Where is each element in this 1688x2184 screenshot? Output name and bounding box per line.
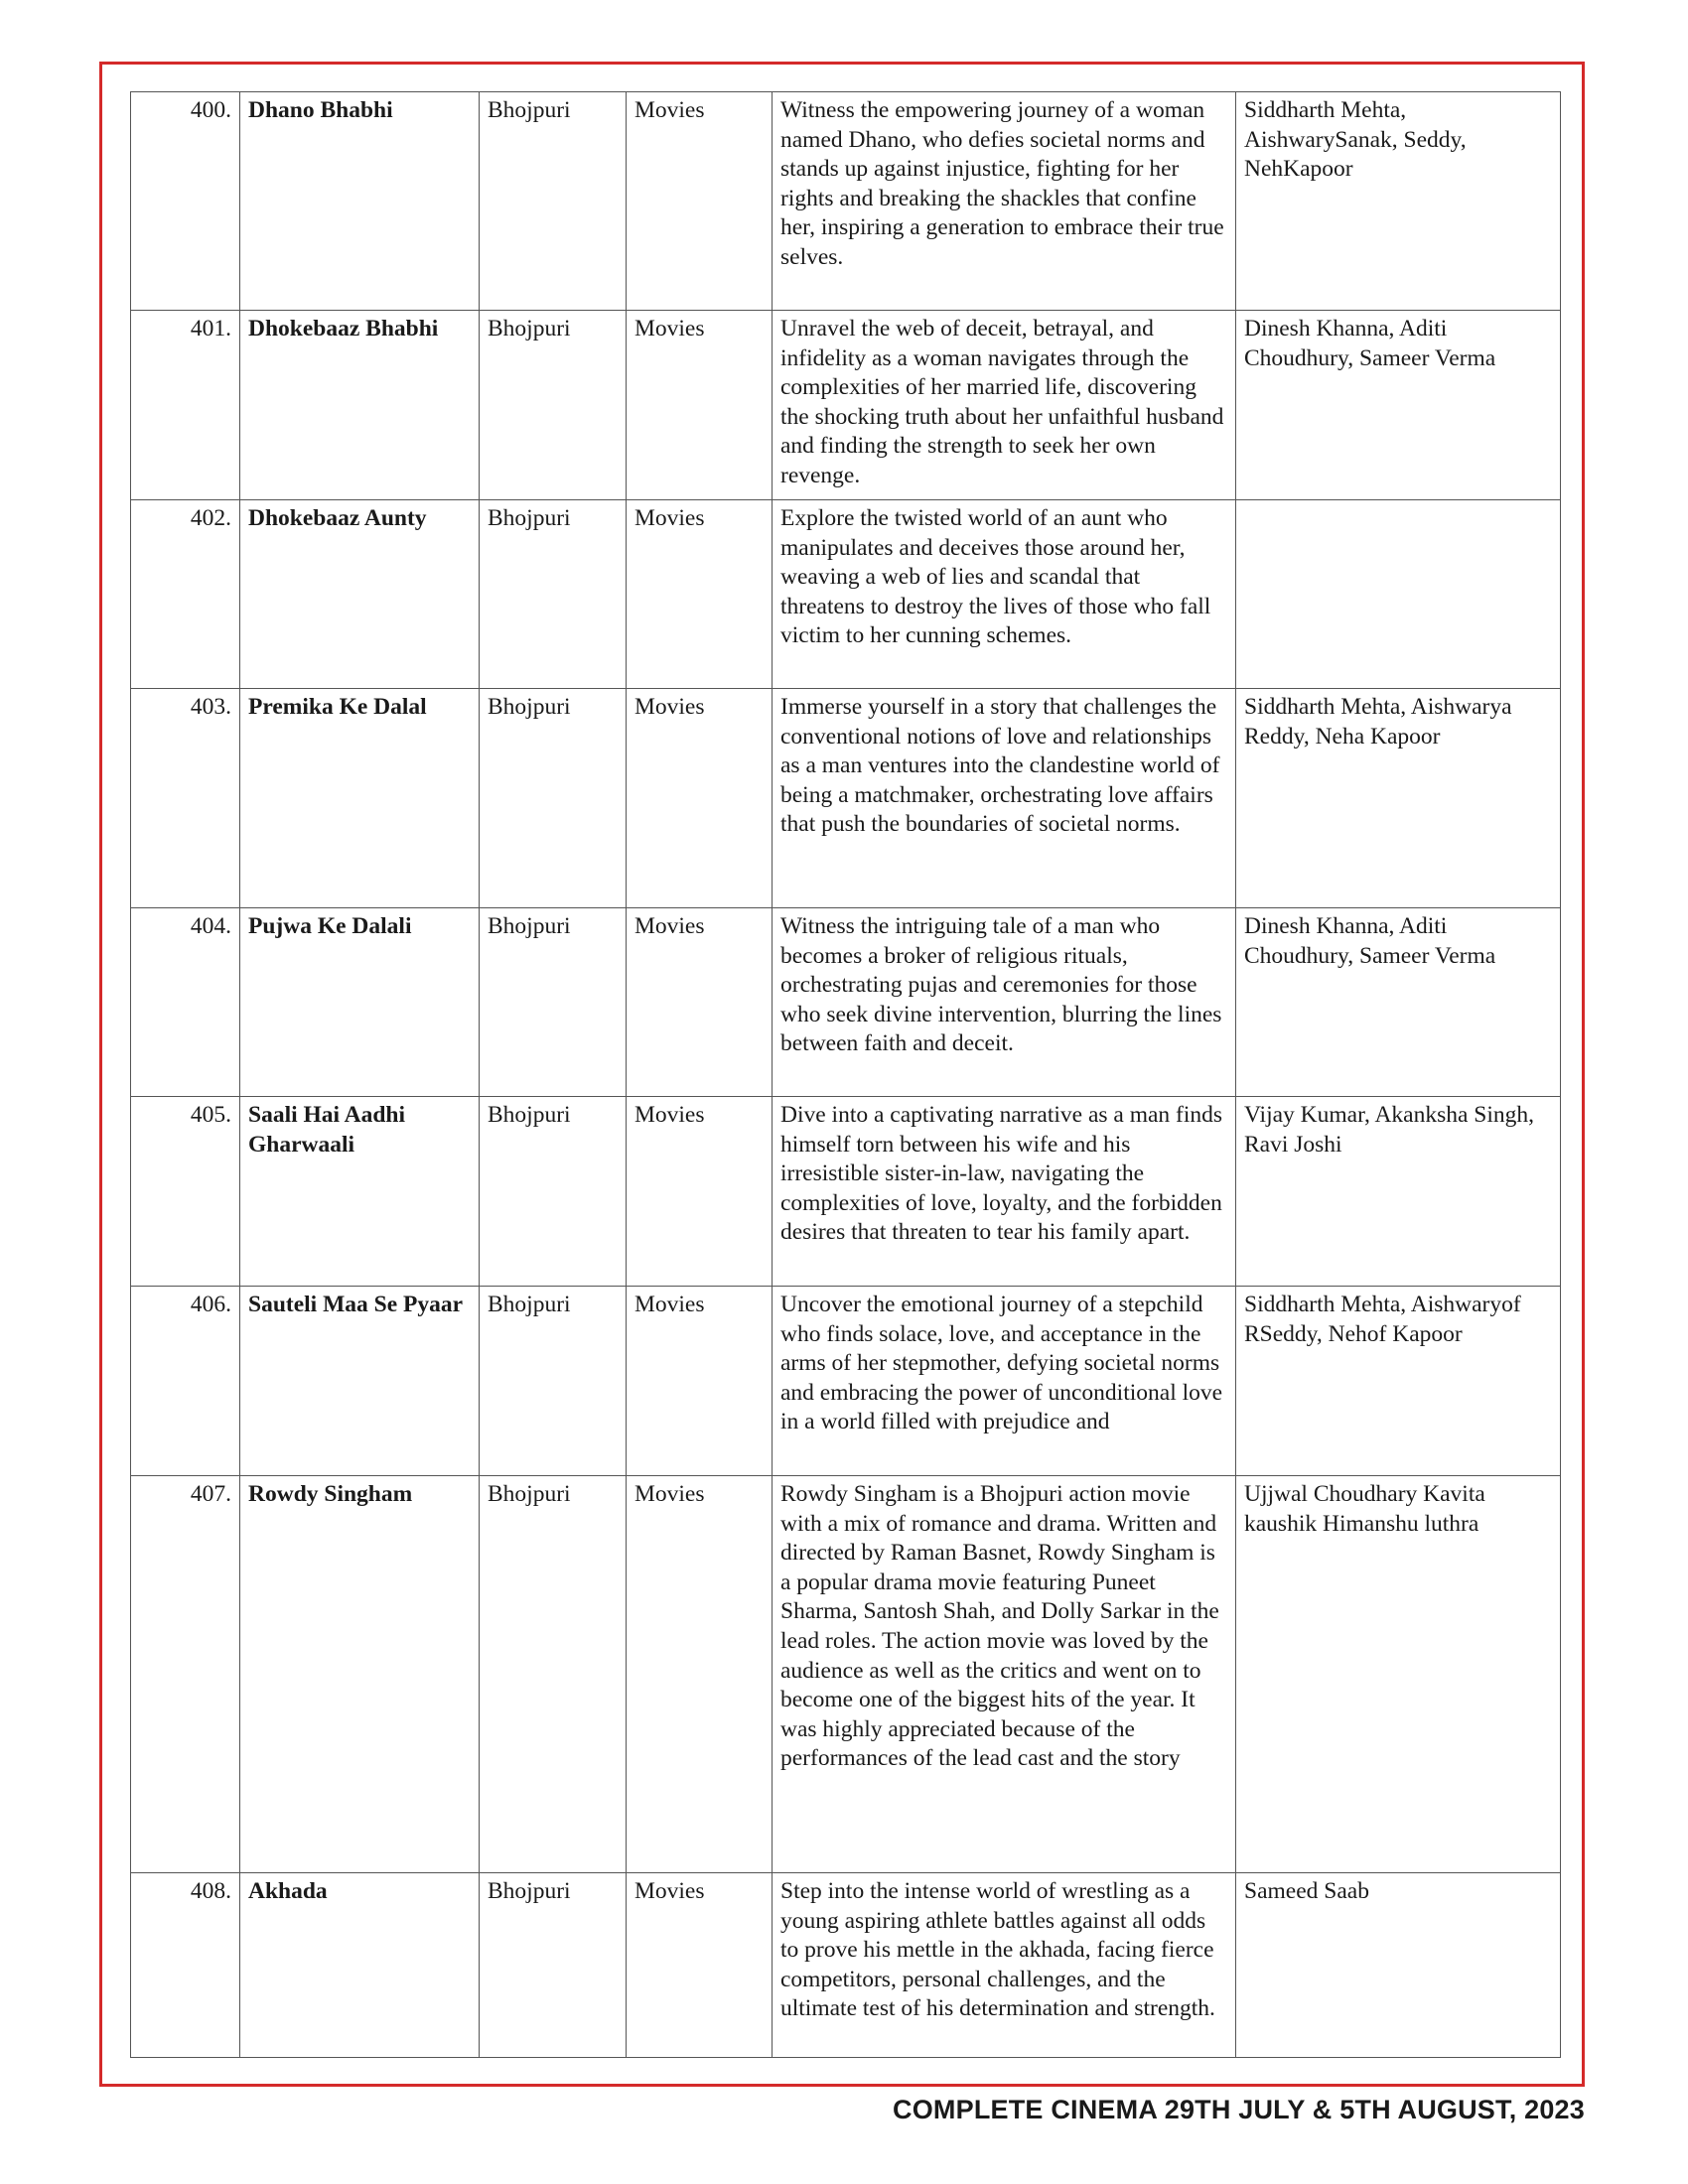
movie-category: Movies (627, 311, 773, 500)
movie-cast: Dinesh Khanna, Aditi Choudhury, Sameer Verma (1236, 908, 1561, 1097)
movie-listing-table (130, 91, 1561, 2058)
table-row (131, 92, 1561, 311)
table-row (131, 311, 1561, 500)
movie-category: Movies (627, 92, 773, 311)
row-number: 402. (131, 500, 240, 689)
movie-language: Bhojpuri (480, 500, 627, 689)
movie-category: Movies (627, 500, 773, 689)
movie-synopsis: Immerse yourself in a story that challenges the conventional notions of love and relationships as a man ventures into the clandestine world of being a matchmaker, orchestrating love affairs that push the boundaries of societal norms. (773, 689, 1236, 908)
movie-synopsis: Dive into a captivating narrative as a man finds himself torn between his wife and his irresistible sister-in-law, navigating the complexities of love, loyalty, and the forbidden desires that threaten to tear his family apart. (773, 1097, 1236, 1287)
table-row (131, 500, 1561, 689)
movie-title: Rowdy Singham (240, 1476, 480, 1873)
movie-title: Pujwa Ke Dalali (240, 908, 480, 1097)
row-number: 400. (131, 92, 240, 311)
table-row (131, 689, 1561, 908)
table-row (131, 1097, 1561, 1287)
movie-language: Bhojpuri (480, 92, 627, 311)
movie-language: Bhojpuri (480, 908, 627, 1097)
movie-language: Bhojpuri (480, 1097, 627, 1287)
movie-title: Akhada (240, 1873, 480, 2058)
movie-synopsis: Step into the intense world of wrestling as a young aspiring athlete battles against all odds to prove his mettle in the akhada, facing fierce competitors, personal challenges, and the ultimate test of his determination and strength. (773, 1873, 1236, 2058)
movie-title: Dhokebaaz Aunty (240, 500, 480, 689)
row-number: 407. (131, 1476, 240, 1873)
movie-cast: Dinesh Khanna, Aditi Choudhury, Sameer Verma (1236, 311, 1561, 500)
movie-language: Bhojpuri (480, 1287, 627, 1476)
movie-category: Movies (627, 689, 773, 908)
movie-synopsis (773, 1287, 1236, 1476)
movie-cast (1236, 500, 1561, 689)
movie-language: Bhojpuri (480, 689, 627, 908)
synopsis-clip: Uncover the emotional journey of a stepchild who finds solace, love, and acceptance in the arms of her stepmother, defying societal norms and embracing the power of unconditional love in a world filled with prejudice and (780, 1292, 1223, 1435)
movie-cast: Vijay Kumar, Akanksha Singh, Ravi Joshi (1236, 1097, 1561, 1287)
movie-cast: Siddharth Mehta, Aishwaryof RSeddy, Nehof Kapoor (1236, 1287, 1561, 1476)
movie-language: Bhojpuri (480, 1873, 627, 2058)
row-number: 401. (131, 311, 240, 500)
movie-synopsis: Witness the empowering journey of a woman named Dhano, who defies societal norms and stands up against injustice, fighting for her rights and breaking the shackles that confine her, inspiring a generation to embrace their true selves. (773, 92, 1236, 311)
row-number: 406. (131, 1287, 240, 1476)
movie-title: Saali Hai Aadhi Gharwaali (240, 1097, 480, 1287)
movie-cast: Siddharth Mehta, AishwarySanak, Seddy, NehKapoor (1236, 92, 1561, 311)
movie-cast: Siddharth Mehta, Aishwarya Reddy, Neha Kapoor (1236, 689, 1561, 908)
movie-title: Dhano Bhabhi (240, 92, 480, 311)
row-number: 405. (131, 1097, 240, 1287)
row-number: 408. (131, 1873, 240, 2058)
movie-category: Movies (627, 1287, 773, 1476)
table-row (131, 1287, 1561, 1476)
table-row (131, 908, 1561, 1097)
movie-language: Bhojpuri (480, 311, 627, 500)
movie-language: Bhojpuri (480, 1476, 627, 1873)
movie-synopsis: Witness the intriguing tale of a man who becomes a broker of religious rituals, orchestrating pujas and ceremonies for those who seek divine intervention, blurring the lines between faith and deceit. (773, 908, 1236, 1097)
table-row (131, 1476, 1561, 1873)
movie-cast: Sameed Saab (1236, 1873, 1561, 2058)
movie-category: Movies (627, 908, 773, 1097)
table-row (131, 1873, 1561, 2058)
movie-cast: Ujjwal Choudhary Kavita kaushik Himanshu luthra (1236, 1476, 1561, 1873)
movie-title: Premika Ke Dalal (240, 689, 480, 908)
movie-title: Sauteli Maa Se Pyaar (240, 1287, 480, 1476)
movie-category: Movies (627, 1873, 773, 2058)
movie-synopsis: Unravel the web of deceit, betrayal, and infidelity as a woman navigates through the complexities of her married life, discovering the shocking truth about her unfaithful husband and finding the strength to seek her own revenge. (773, 311, 1236, 500)
row-number: 403. (131, 689, 240, 908)
movie-synopsis: Rowdy Singham is a Bhojpuri action movie with a mix of romance and drama. Written and directed by Raman Basnet, Rowdy Singham is a popular drama movie featuring Puneet Sharma, Santosh Shah, and Dolly Sarkar in the lead roles. The action movie was loved by the audience as well as the critics and went on to become one of the biggest hits of the year. It was highly appreciated because of the performances of the lead cast and the story (773, 1476, 1236, 1873)
row-number: 404. (131, 908, 240, 1097)
movie-title: Dhokebaaz Bhabhi (240, 311, 480, 500)
page-footer: COMPLETE CINEMA 29TH JULY & 5TH AUGUST, 2023 (893, 2095, 1585, 2124)
movie-synopsis: Explore the twisted world of an aunt who manipulates and deceives those around her, weaving a web of lies and scandal that threatens to destroy the lives of those who fall victim to her cunning schemes. (773, 500, 1236, 689)
movie-category: Movies (627, 1476, 773, 1873)
movie-category: Movies (627, 1097, 773, 1287)
